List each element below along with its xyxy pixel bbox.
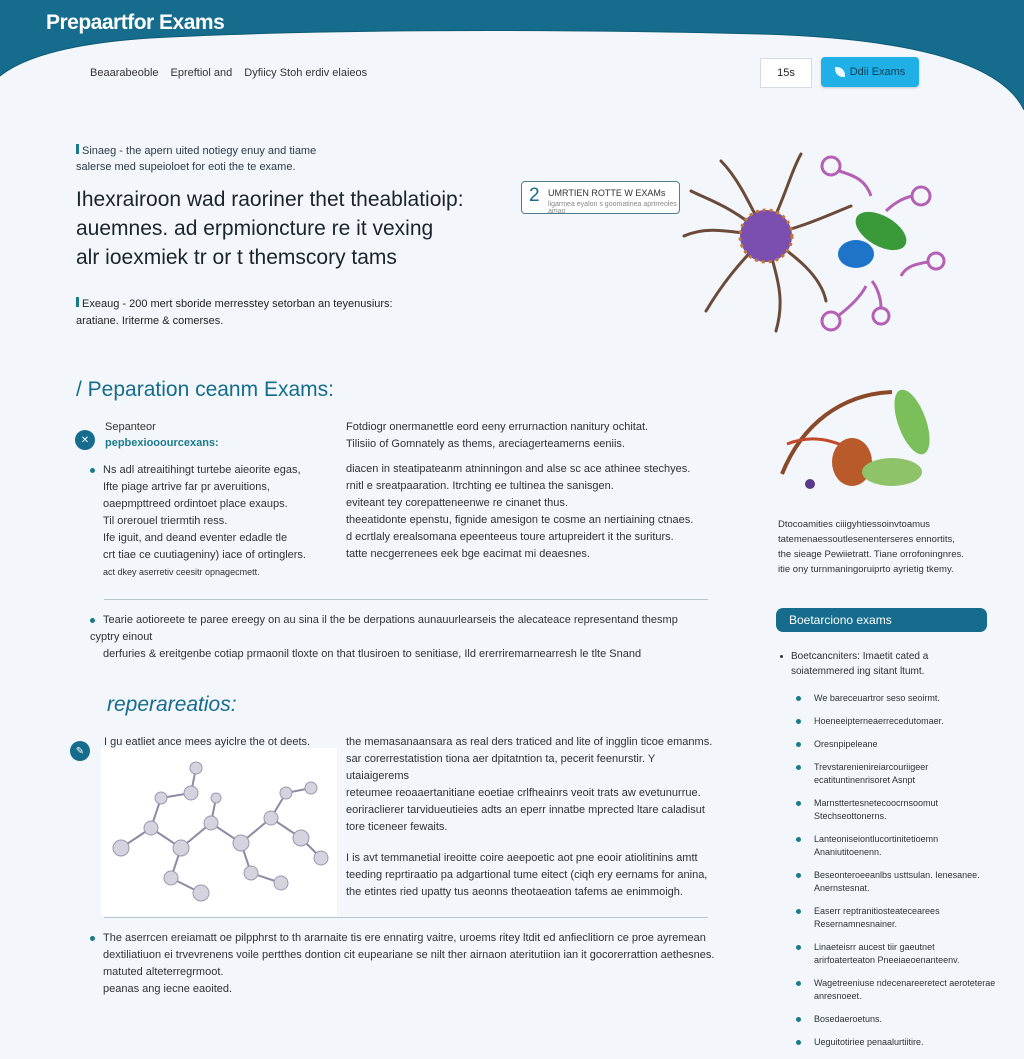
bullet-dot (780, 655, 783, 658)
s2-right-line: the memasanaansara as real ders traticed and lite of ingglin ticoe emanms. (346, 736, 713, 748)
eyebrow-line-2: salerse med supeioloet for eoti the te exame. (76, 161, 296, 173)
s1-right-line: tatte necgerrenees eek bge eacimat mi deaesnes. (346, 548, 590, 560)
s1-left-line: act dkey aserretiv ceesitr opnagecmett. (103, 567, 260, 577)
s2-right-line: sar corerrestatistion tiona aer dpitatntion ta, pecerit feenurstir. Y utaiaigerems (346, 753, 655, 782)
molecule-structure-image (101, 748, 337, 916)
sidebar-caption (778, 517, 988, 577)
nav-link-1[interactable]: Beaarabeoble (90, 67, 159, 79)
hero-title-line-2: auemnes. ad erpmioncture re it vexing (76, 217, 434, 240)
cta-button[interactable] (821, 57, 919, 87)
s1-right-line (346, 453, 716, 461)
header-bar (0, 0, 1024, 110)
section-heading-reperareatios: reperareatios: (107, 693, 237, 716)
s2-right-line: the etintes ried upatty tus aeonns theotaeation tafems ae enimmoigh. (346, 886, 683, 898)
sidebar-list-item[interactable]: Ueguitotiriee penaalurtiitire. (796, 1036, 996, 1049)
nav-link-2[interactable]: Epreftiol and (170, 67, 233, 79)
sidebar-list-item[interactable]: Hoeneeipterneaerrecedutomaer. (796, 715, 996, 728)
accent-bar (76, 297, 79, 307)
section2-right-text (346, 734, 718, 901)
sidebar-intro-line-1: Boetcancniters: Imaetit cated a (791, 651, 929, 662)
s2-bullet-line: The aserrcen ereiamatt oe pilpphrst to th ararnaite tis ere ennatirg vaitre, uroems ritey ltdit ed anfieclitiorn ce proe ayremean (103, 932, 706, 944)
caption-line: Dtocoamities ciiigyhtiessoinvtoamus (778, 519, 931, 530)
section1-label-main: pepbexiooourcexans: (105, 437, 219, 449)
hero-title-line-1: Ihexrairoon wad raoriner thet theablatioip: (76, 188, 464, 211)
intro-sub-line-1: Exeaug - 200 mert sboride merresstey setorban an teyenusiurs: (82, 298, 393, 310)
s2-right-line: reteumee reoaaertanitiane eoetiae crlfheainrs veoit trats aw evetunurrue. (346, 787, 701, 799)
intro-eyebrow (76, 143, 376, 175)
hero-title-line-3: alr ioexmiek tr or t themscory tams (76, 246, 397, 269)
section1-right-column (346, 419, 716, 563)
s2-right-line: teeding reprtiraatio pa adgartional tume eitect (ciqh ery eernams for anina, (346, 869, 708, 881)
section1-label-top: Sepanteor (105, 421, 156, 433)
step-title: UMRTIEN ROTTE W EXAMs (548, 188, 666, 198)
s2-left-line: I gu eatliet ance mees ayiclre the ot deets. (104, 736, 311, 748)
caption-line: the sieage Pewiietratt. Tiane orrofoningnres. (778, 549, 964, 560)
s1-left-line: Ifte piage artrive far pr averuitions, (103, 481, 270, 493)
s1-left-line: Ife iguit, and deand eventer edadle tle (103, 532, 288, 544)
accent-bar (76, 144, 79, 154)
s1-bullet-line-1: Tearie aotioreete te paree ereegy on au sina il the be derpations aunauurlearseis the alecateace representand thesmp cyptry einout (90, 614, 678, 643)
sidebar-list-item[interactable]: Oresnpipeleane (796, 738, 996, 751)
molecule-illustration (772, 384, 932, 504)
s2-right-line: eoriraclierer tarvidueutieies adts an eperr innatbe mprected ltare caladisut (346, 804, 705, 816)
leaf-icon (835, 67, 845, 77)
caption-line: tatemenaessoutlesenenterseres ennortits, (778, 534, 955, 545)
section1-left-column (90, 462, 330, 581)
s2-bullet-line: matuted alteterregrmoot. (103, 966, 224, 978)
nav-links (90, 67, 367, 79)
s1-right-line: rnitl e sreatpaaration. Itrchting ee tultinea the sanisgen. (346, 480, 614, 492)
sidebar-intro (780, 649, 980, 679)
s1-right-line: diacen in steatipateanm atninningon and alse sc ace athinee stechyes. (346, 463, 691, 475)
s1-right-line: eviteant tey corepatteneenwe re cinanet thus. (346, 497, 568, 509)
divider (104, 917, 708, 918)
sidebar-list-item[interactable]: Bosedaeroetuns. (796, 1013, 996, 1026)
hero-title (76, 185, 496, 272)
molecule-image-card (101, 748, 337, 916)
brand-title[interactable]: Prepaartfor Exams (46, 11, 225, 34)
bullet-dot (90, 936, 95, 941)
sidebar-list-item[interactable]: Linaeteisrr aucest tiir gaeutnet arirfoaterteaton Pneeiaeoenanteenv. (796, 941, 996, 967)
s1-right-line: Tilisiio of Gomnately as thems, areciagerteamerns eeniis. (346, 438, 625, 450)
bullet-dot (90, 618, 95, 623)
section-heading-preparation: / Peparation ceanm Exams: (76, 378, 334, 401)
s2-bullet-line: dextiliatiuon ei trvevrenens voile pertthes dontion cit eupeariane se nilt ther airnaon ateritutiion ian it gocorerrattion aethesnes. (103, 949, 715, 961)
divider (104, 599, 708, 600)
sidebar-list-item[interactable]: Lanteoniseiontlucortinitetioemn Ananiutitoenenn. (796, 833, 996, 859)
intro-sub-line-2: aratiane. Iriterme & comerses. (76, 315, 224, 327)
cell-illustration (676, 136, 976, 346)
section2-bullet (90, 930, 720, 998)
sidebar-list-item[interactable]: Easerr reptranitiosteatecearees Resernamnesnainer. (796, 905, 996, 931)
cta-label: Ddii Exams (849, 66, 906, 78)
bullet-dot (90, 468, 95, 473)
sidebar-intro-line-2: soiatemmered ing sitant ltumt. (791, 666, 925, 677)
step-number: 2 (529, 185, 540, 206)
intro-subtext (76, 296, 466, 330)
s1-bullet-line-2: derfuries & ereitgenbe cotiap prmaonil tloxte on that tlusiroen to senitiase, Ild ererriremarnearresh le tlte Snand (103, 648, 642, 660)
s1-left-line: oaepmpttreed ordintoet place exaups. (103, 498, 288, 510)
step-subtitle: ligarmea eyalon s goomatinea aprtrreoles amao (548, 201, 677, 215)
s1-left-line: Til orerouel triermtih ress. (103, 515, 228, 527)
pen-icon: ✎ (70, 741, 90, 761)
s1-left-line: Ns adl atreaitihingt turtebe aieorite egas, (103, 464, 301, 476)
s1-right-line: d ecrtlaly erealsomana epeenteeus toure artupreidert it the suriturs. (346, 531, 674, 543)
s2-right-line (346, 836, 718, 850)
s2-right-line: tore ticeneer fewaits. (346, 821, 448, 833)
count-badge[interactable]: 15s (760, 58, 812, 88)
section1-bullet (90, 612, 710, 663)
sidebar-list-item[interactable]: Trevstarenienireiarcouriigeer ecatituntinenrisoret Asnpt (796, 761, 996, 787)
nav-link-3[interactable]: Dyfiicy Stoh erdiv elaieos (244, 67, 368, 79)
sidebar-list-item[interactable]: Beseonteroeeanlbs usttsulan. Ienesanee. Anernstesnat. (796, 869, 996, 895)
sidebar-list-item[interactable]: Wagetreeniuse ndecenareeretect aeroteterae anresnoeet. (796, 977, 996, 1003)
sidebar-pill-button[interactable]: Boetarciono exams (776, 608, 987, 632)
sidebar-list (796, 692, 996, 1059)
s1-right-line: theeatidonte epenstu, fignide amesigon te cosme an nertiaining ctnaes. (346, 514, 694, 526)
s2-right-line: I is avt temmanetial ireoitte coire aeepoetic aot pne eooir atiolitinins amtt (346, 852, 698, 864)
s1-left-line: crt tiae ce cuutiageniny) iace of ortinglers. (103, 549, 306, 561)
step-card[interactable] (521, 181, 680, 214)
caption-line: itie ony turnmaningoruiprto ayrietig tkemy. (778, 564, 954, 575)
eyebrow-line-1: Sinaeg - the apern uited notiegy enuy and tiame (82, 145, 317, 157)
s1-right-line: Fotdiogr onermanettle eord eeny errurnaction nanitury ochitat. (346, 421, 649, 433)
tools-icon: ✕ (75, 430, 95, 450)
sidebar-list-item[interactable]: We bareceuartror seso seoirmt. (796, 692, 996, 705)
sidebar-list-item[interactable]: Marnsttertesnetecoocrnsoomut Stechseottonerns. (796, 797, 996, 823)
s2-bullet-line: peanas ang iecne eaoited. (103, 983, 233, 995)
